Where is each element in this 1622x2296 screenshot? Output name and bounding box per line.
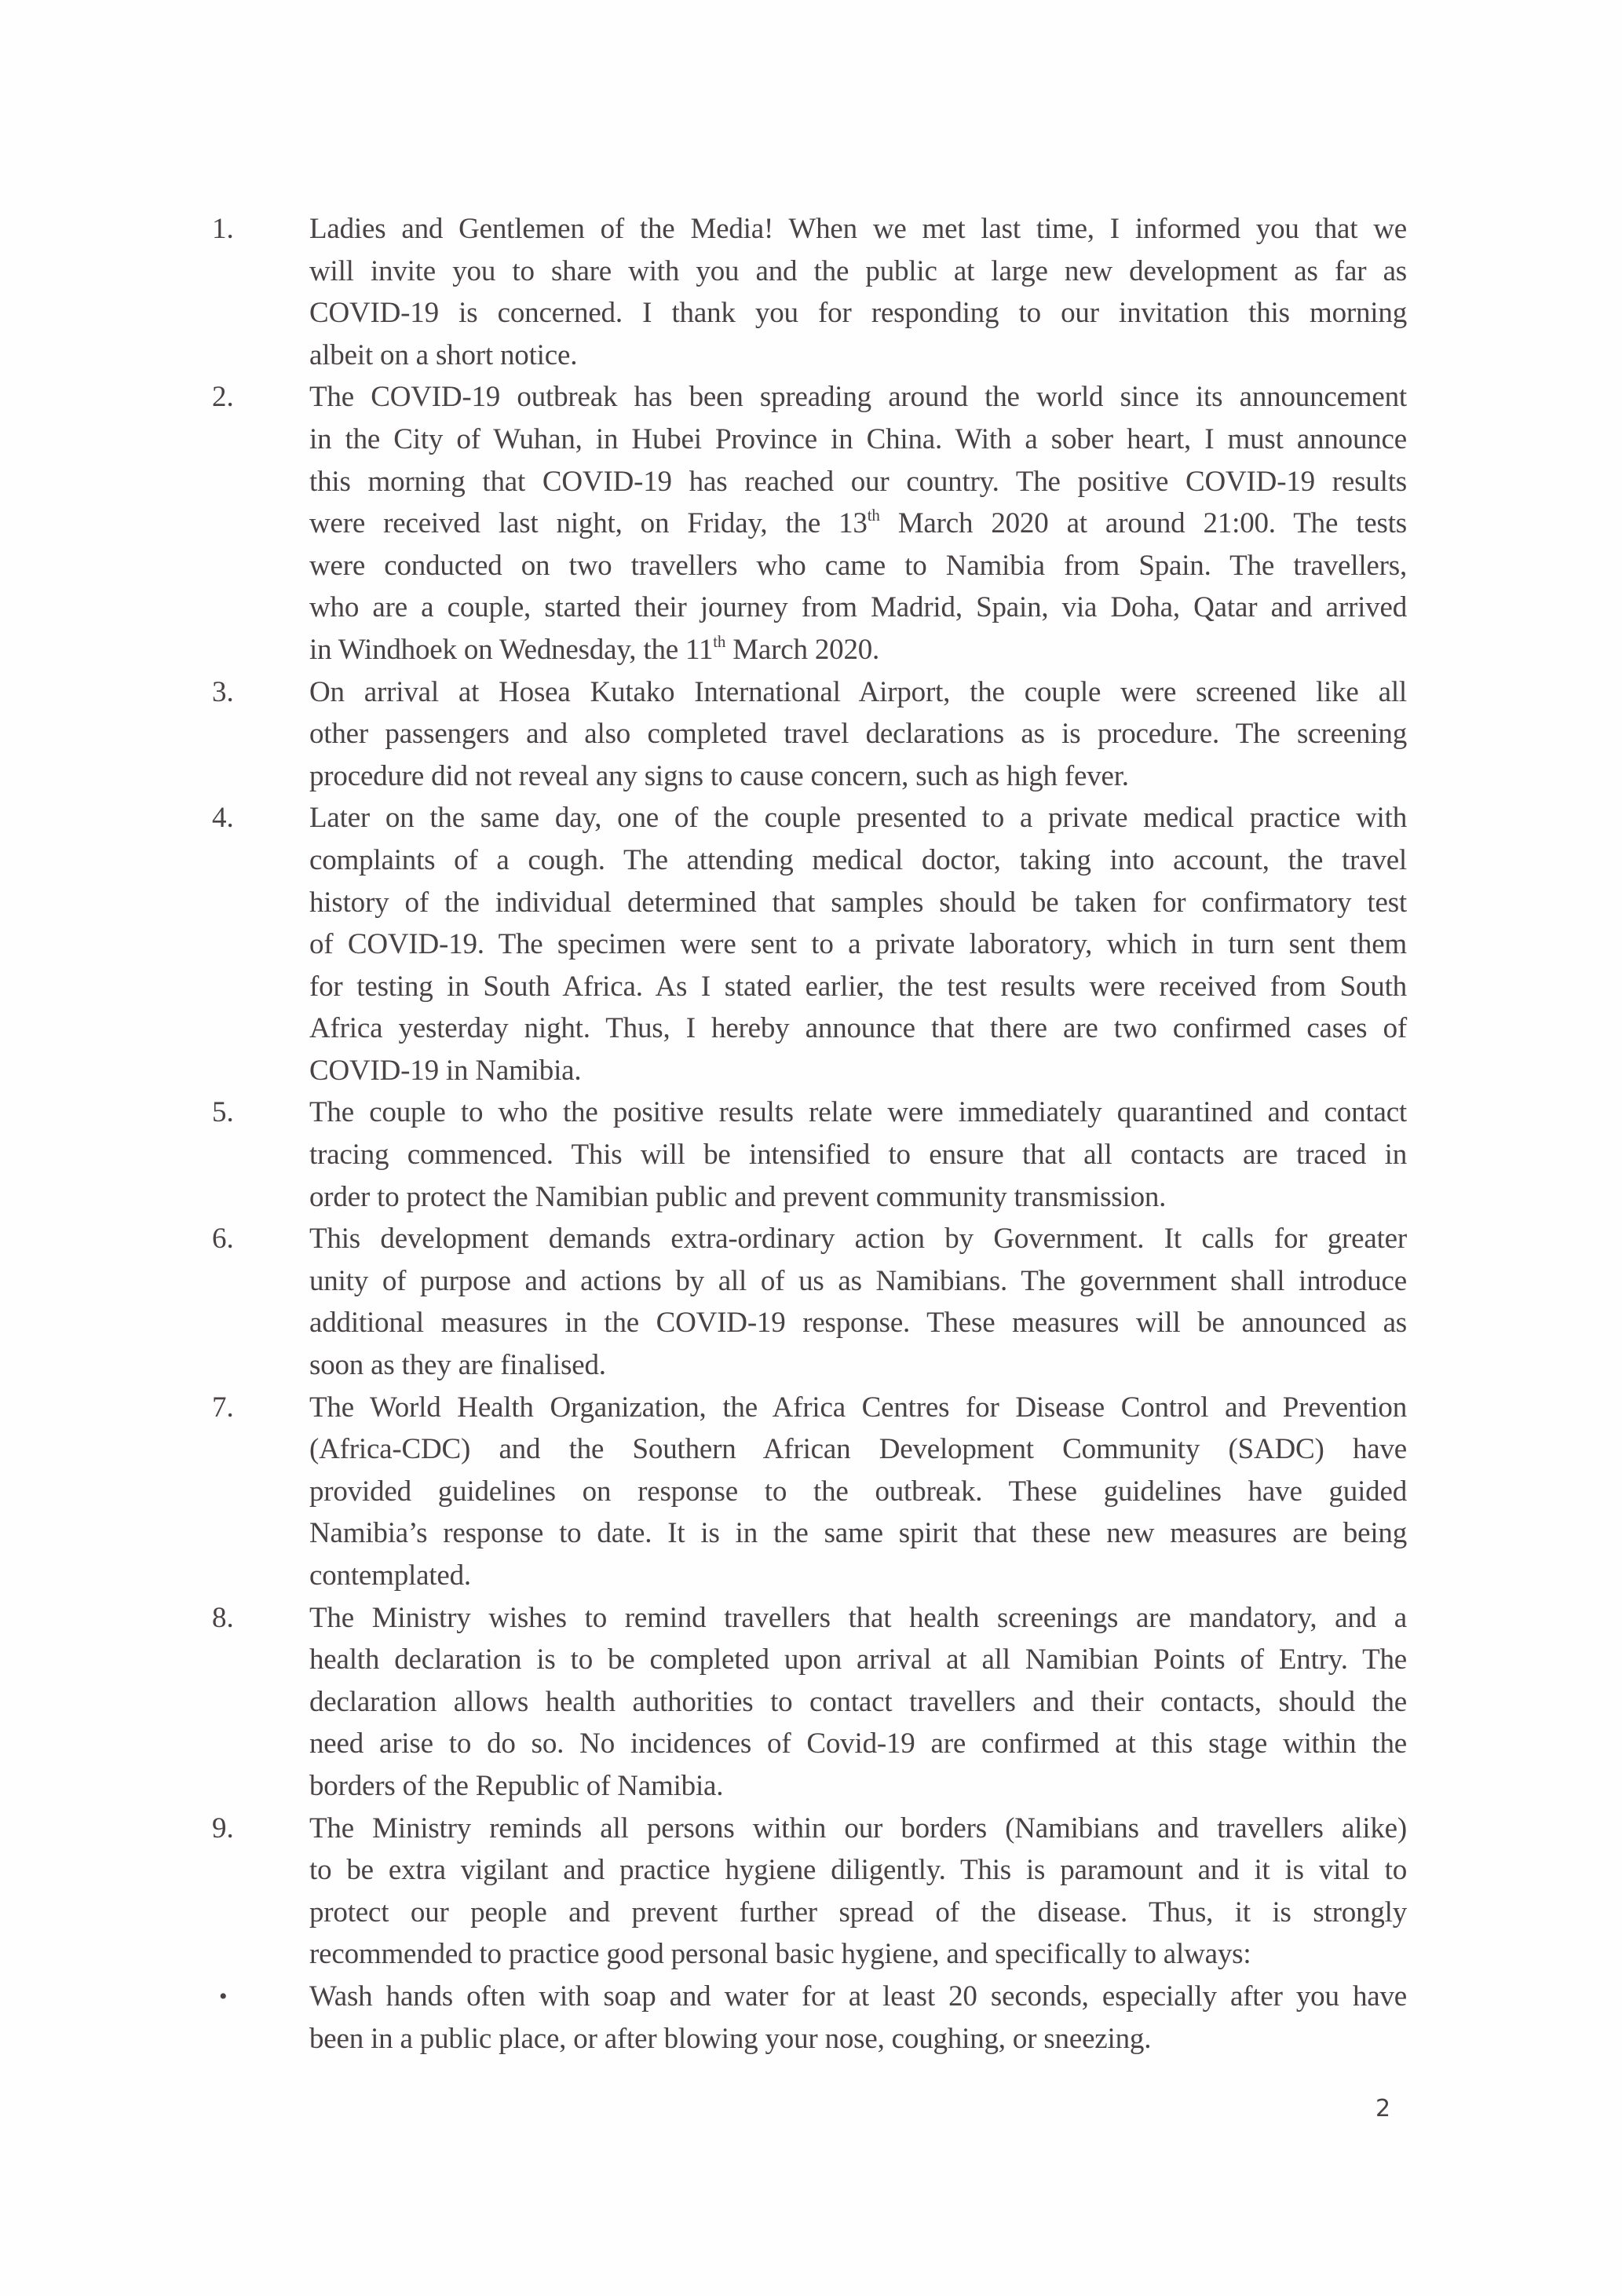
paragraph-number: 5. <box>212 1096 234 1129</box>
text-line: declaration allows health authorities to contact travellers and their contacts, should the <box>309 1685 1407 1718</box>
text-line: borders of the Republic of Namibia. <box>309 1769 724 1802</box>
numbered-paragraph <box>0 1597 1407 1808</box>
numbered-paragraph <box>0 797 1407 1091</box>
text-segment: March 2020. <box>725 633 880 666</box>
bullet-icon: • <box>219 1983 228 2009</box>
text-line <box>309 503 1407 545</box>
text-line: of COVID-19. The specimen were sent to a private laboratory, which in turn sent them <box>309 928 1407 961</box>
text-line: complaints of a cough. The attending medical doctor, taking into account, the travel <box>309 843 1407 876</box>
text-line: On arrival at Hosea Kutako International Airport, the couple were screened like all <box>309 675 1407 708</box>
numbered-paragraph <box>0 1387 1407 1597</box>
text-line: The Ministry reminds all persons within our borders (Namibians and travellers alike) <box>309 1812 1407 1844</box>
text-line: This development demands extra-ordinary action by Government. It calls for greater <box>309 1223 1407 1256</box>
text-line: The World Health Organization, the Africa Centres for Disease Control and Prevention <box>309 1391 1407 1424</box>
paragraph-number: 2. <box>212 381 234 414</box>
text-line: soon as they are finalised. <box>309 1349 606 1382</box>
text-line <box>309 629 1407 671</box>
text-line: who are a couple, started their journey from Madrid, Spain, via Doha, Qatar and arrived <box>309 591 1407 624</box>
paragraph-number: 3. <box>212 675 234 708</box>
text-line: The COVID-19 outbreak has been spreading around the world since its announcement <box>309 381 1407 414</box>
paragraph-number: 6. <box>212 1223 234 1256</box>
text-line: COVID-19 in Namibia. <box>309 1054 582 1087</box>
ordinal-superscript: th <box>867 506 880 525</box>
text-line: The Ministry wishes to remind travellers that health screenings are mandatory, and a <box>309 1601 1407 1634</box>
text-line: Later on the same day, one of the couple presented to a private medical practice with <box>309 802 1407 835</box>
text-line: this morning that COVID-19 has reached our country. The positive COVID-19 results <box>309 465 1407 498</box>
bullet-paragraph <box>0 1976 1407 2060</box>
text-line: to be extra vigilant and practice hygiene diligently. This is paramount and it is vital to <box>309 1854 1407 1887</box>
text-line: Wash hands often with soap and water for at least 20 seconds, especially after you have <box>309 1980 1407 2013</box>
text-line: health declaration is to be completed upon arrival at all Namibian Points of Entry. The <box>309 1643 1407 1676</box>
text-line: unity of purpose and actions by all of us as Namibians. The government shall introduce <box>309 1264 1407 1297</box>
text-line: need arise to do so. No incidences of Covid-19 are confirmed at this stage within the <box>309 1727 1407 1760</box>
text-line: COVID-19 is concerned. I thank you for responding to our invitation this morning <box>309 297 1407 330</box>
text-line: in the City of Wuhan, in Hubei Province in China. With a sober heart, I must announce <box>309 422 1407 455</box>
paragraph-number: 1. <box>212 213 234 245</box>
text-line: contemplated. <box>309 1559 471 1592</box>
numbered-paragraph <box>0 1091 1407 1218</box>
paragraph-number: 9. <box>212 1812 234 1844</box>
numbered-paragraph <box>0 671 1407 798</box>
text-line: provided guidelines on response to the outbreak. These guidelines have guided <box>309 1475 1407 1508</box>
text-line: other passengers and also completed travel declarations as is procedure. The screening <box>309 718 1407 751</box>
text-line: for testing in South Africa. As I stated earlier, the test results were received from South <box>309 970 1407 1003</box>
text-line: protect our people and prevent further spread of the disease. Thus, it is strongly <box>309 1896 1407 1929</box>
text-line: The couple to who the positive results relate were immediately quarantined and contact <box>309 1096 1407 1129</box>
paragraph-number: 4. <box>212 802 234 835</box>
text-line: albeit on a short notice. <box>309 338 578 371</box>
text-line: (Africa-CDC) and the Southern African Development Community (SADC) have <box>309 1433 1407 1466</box>
text-line: additional measures in the COVID-19 response. These measures will be announced as <box>309 1307 1407 1340</box>
text-line: will invite you to share with you and the public at large new development as far as <box>309 254 1407 287</box>
page-number: 2 <box>1375 2095 1391 2122</box>
text-segment: March 2020 at around 21:00. The tests <box>879 507 1407 540</box>
text-line: were conducted on two travellers who came to Namibia from Spain. The travellers, <box>309 549 1407 582</box>
ordinal-superscript: th <box>713 631 726 651</box>
text-line: procedure did not reveal any signs to cause concern, such as high fever. <box>309 759 1129 792</box>
document-body <box>0 208 1622 2060</box>
paragraph-number: 7. <box>212 1391 234 1424</box>
text-line: tracing commenced. This will be intensified to ensure that all contacts are traced in <box>309 1139 1407 1172</box>
paragraph-number: 8. <box>212 1601 234 1634</box>
text-line: Africa yesterday night. Thus, I hereby announce that there are two confirmed cases of <box>309 1012 1407 1045</box>
text-line: history of the individual determined that samples should be taken for confirmatory test <box>309 886 1407 919</box>
text-segment: in Windhoek on Wednesday, the 11 <box>309 633 714 666</box>
numbered-paragraph <box>0 208 1407 376</box>
numbered-paragraph <box>0 1808 1407 1976</box>
text-segment: were received last night, on Friday, the 13 <box>309 507 868 540</box>
numbered-paragraph <box>0 1218 1407 1386</box>
numbered-paragraph <box>0 376 1407 671</box>
text-line: recommended to practice good personal basic hygiene, and specifically to always: <box>309 1938 1251 1971</box>
text-line: order to protect the Namibian public and prevent community transmission. <box>309 1180 1167 1213</box>
text-line: Namibia’s response to date. It is in the same spirit that these new measures are being <box>309 1517 1407 1550</box>
text-line: been in a public place, or after blowing your nose, coughing, or sneezing. <box>309 2022 1152 2055</box>
text-line: Ladies and Gentlemen of the Media! When we met last time, I informed you that we <box>309 213 1407 245</box>
